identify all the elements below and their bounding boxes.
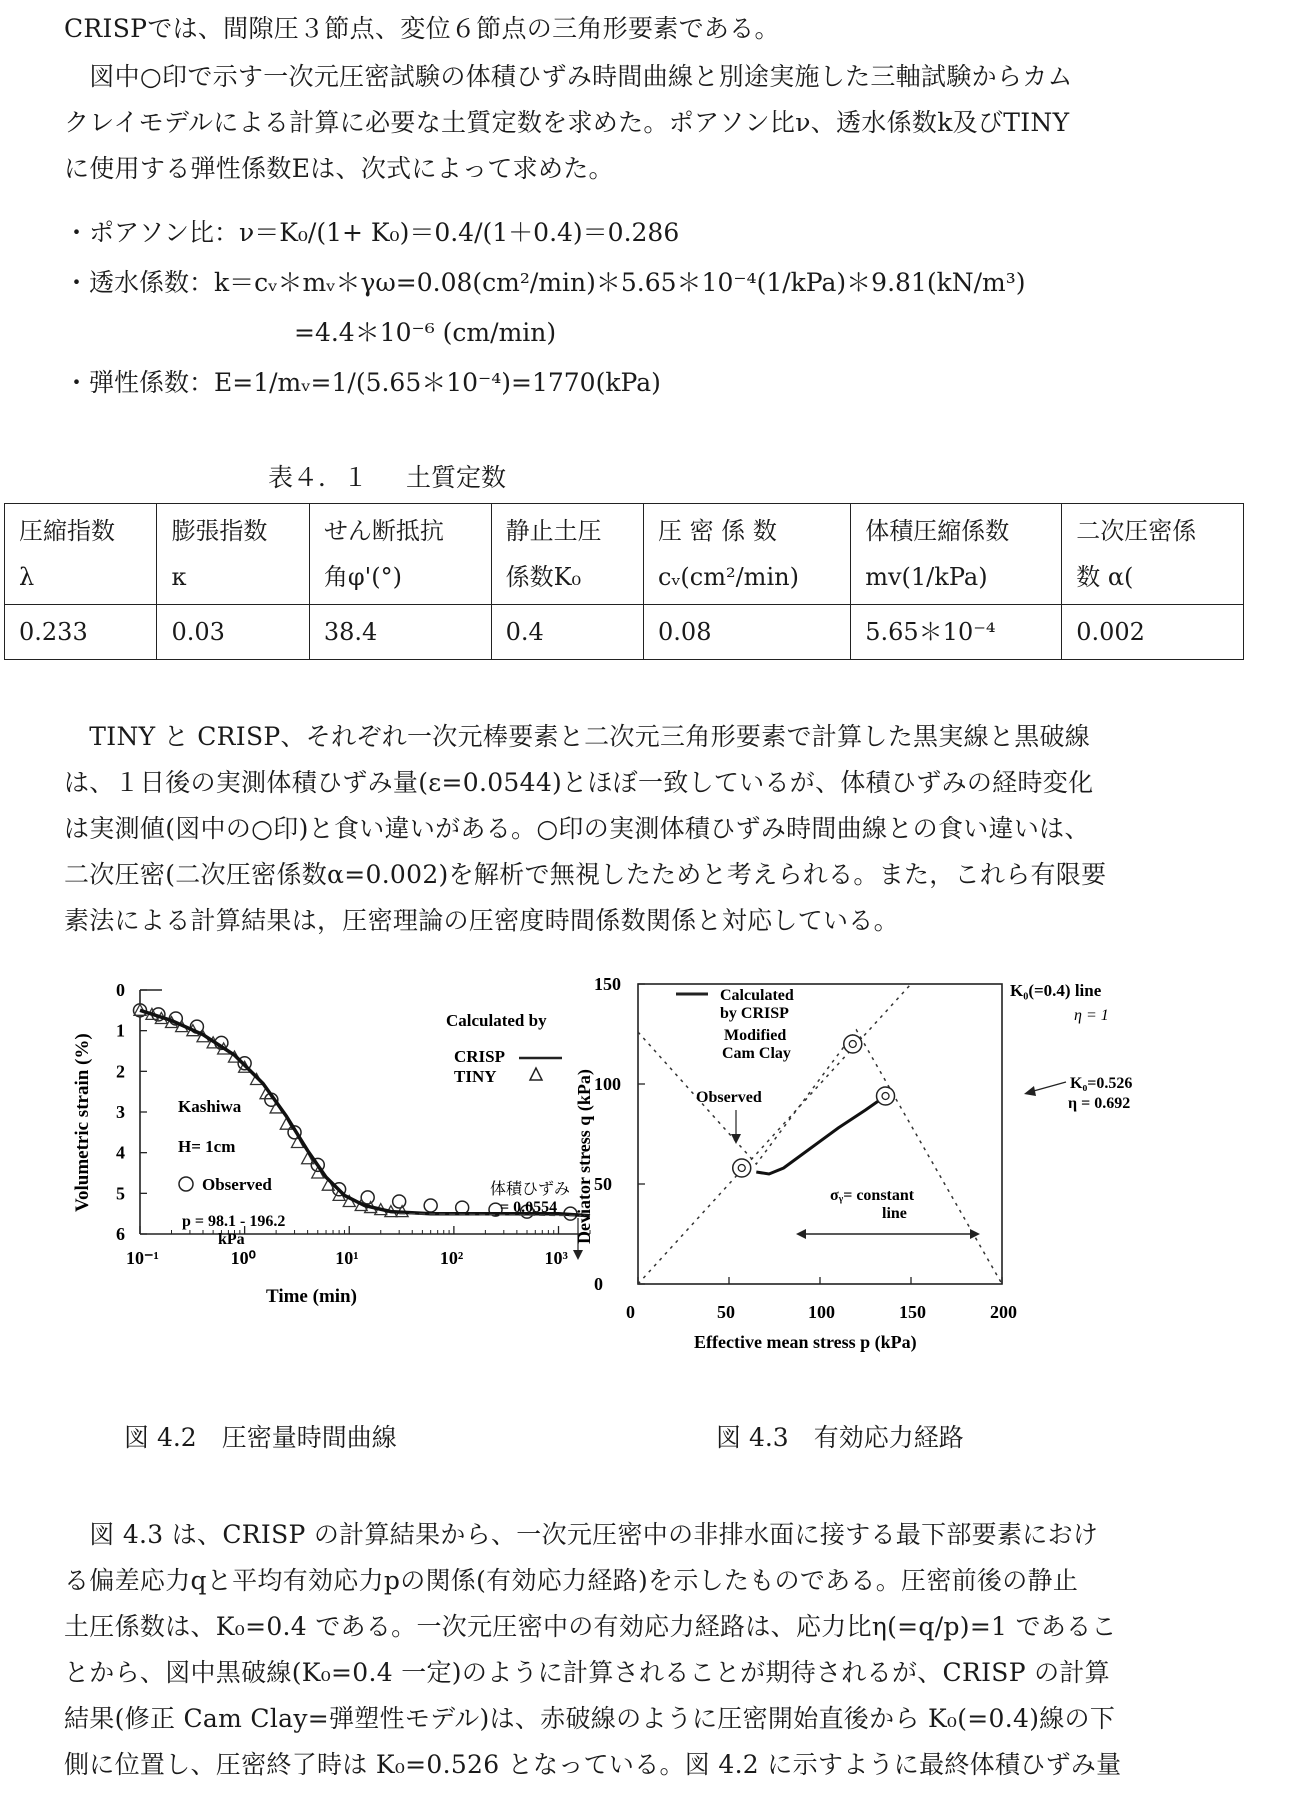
f42-point-observed	[393, 1195, 406, 1208]
f42-y-tick-label: 5	[116, 1183, 125, 1204]
f42-x-tick-label: 10⁻¹	[126, 1248, 159, 1268]
f42-legend-crisp: CRISP	[454, 1047, 506, 1066]
f43-plot-frame	[638, 984, 1002, 1284]
f42-y-tick-label: 6	[116, 1224, 125, 1244]
f43-y-tick-label: 0	[594, 1274, 603, 1294]
equation-elastic-modulus: ・弾性係数：E=1/mᵥ=1/(5.65＊10⁻⁴)=1770(kPa)	[64, 368, 661, 397]
table-header: 圧 密 係 数 cᵥ(cm²/min)	[644, 504, 851, 605]
f43-y-tick-label: 50	[594, 1174, 612, 1194]
f43-x-tick-label: 200	[990, 1302, 1017, 1322]
table-cell: 38.4	[309, 605, 491, 660]
f43-k0-526-arrow	[1030, 1082, 1066, 1092]
f43-k0-526-eta: η = 0.692	[1068, 1095, 1131, 1112]
intro-line: CRISPでは、間隙圧３節点、変位６節点の三角形要素である。	[64, 14, 780, 43]
table-header: 圧縮指数 λ	[5, 504, 157, 605]
f42-x-tick-label: 10²	[439, 1248, 464, 1268]
f43-k0-526-label: K₀=0.526	[1070, 1075, 1133, 1092]
f42-observed-legend-marker	[179, 1177, 193, 1191]
f42-x-axis-label: Time (min)	[266, 1286, 357, 1307]
table-header: 二次圧密係 数 α(	[1062, 504, 1244, 605]
f42-legend-tiny-marker	[530, 1068, 542, 1080]
equation-poisson: ・ポアソン比：ν＝K₀/(1+ K₀)＝0.4/(1＋0.4)＝0.286	[64, 218, 680, 247]
f43-x-tick-label: 50	[717, 1302, 735, 1322]
f43-x-tick-label: 150	[899, 1302, 926, 1322]
f43-y-tick-label: 150	[594, 974, 621, 994]
f43-y-axis-label: Deviator stress q (kPa)	[574, 1069, 594, 1244]
paragraph-3: 図 4.3 は、CRISP の計算結果から、一次元圧密中の非排水面に接する最下部要素におけ る偏差応力qと平均有効応力pの関係(有効応力経路)を示したものである。圧密前後の静止 土圧係数は、K₀=0.4 である。一次元圧密中の有効応力経路は、応力比η(=q/p)=1 であるこ とから、図中黒破線(K₀=0.4 一定)のように計算されることが期待されるが、CRISP の計算 結果(修正 Cam Clay=弾塑性モデル)は、赤破線のように圧密開始直後から K₀(=0.4)線の下 側に位置し、圧密終了時は K₀=0.526 となっている。図 4.2 に示すように最終体積ひずみ量	[64, 1520, 1122, 1779]
f42-y-axis-label: Volumetric strain (%)	[72, 1033, 93, 1212]
f43-x-tick-label: 100	[808, 1302, 835, 1322]
table-cell: 0.233	[5, 605, 157, 660]
f43-k0-line-label: K₀(=0.4) line	[1010, 981, 1102, 1000]
f42-y-tick-label: 4	[116, 1142, 125, 1163]
f43-y-tick-label: 100	[594, 1074, 621, 1094]
f43-legend-3: Modified	[724, 1027, 787, 1044]
table-header: 静止土圧 係数K₀	[491, 504, 643, 605]
f42-y-tick-label: 2	[116, 1061, 125, 1082]
f42-annotation-1: 体積ひずみ	[490, 1181, 571, 1198]
figure-4-2-consolidation-curve	[70, 972, 630, 1352]
f43-point-outer	[733, 1159, 751, 1177]
f42-label-observed: Observed	[202, 1175, 272, 1194]
f42-annotation-arrowhead	[573, 1250, 583, 1260]
f42-label-site: Kashiwa	[178, 1097, 242, 1116]
table-cell: 0.002	[1062, 605, 1244, 660]
f43-legend-4: Cam Clay	[722, 1045, 791, 1062]
paragraph-2: TINY と CRISP、それぞれ一次元棒要素と二次元三角形要素で計算した黒実線と黒破線 は、１日後の実測体積ひずみ量(ε=0.0544)とほぼ一致しているが、体積ひずみの経時変化 は実測値(図中の○印)と食い違いがある。○印の実測体積ひずみ時間曲線との食い違いは、 二次圧密(二次圧密係数α=0.002)を解析で無視したためと考えられる。また，これら有限要 素法による計算結果は，圧密理論の圧密度時間係数関係と対応している。	[64, 722, 1107, 935]
f42-point-observed	[424, 1199, 437, 1212]
table-cell: 0.08	[644, 605, 851, 660]
f43-k0-526-arrowhead	[1024, 1086, 1036, 1096]
f42-y-tick-label: 3	[116, 1102, 125, 1122]
table-cell: 0.03	[157, 605, 309, 660]
f43-series-crisp	[756, 1096, 885, 1174]
equation-permeability: ・透水係数：k＝cᵥ＊mᵥ＊γω=0.08(cm²/min)＊5.65＊10⁻⁴(1/kPa)＊9.81(kN/m³)	[64, 268, 1026, 297]
f43-x-axis-label: Effective mean stress p (kPa)	[694, 1332, 917, 1352]
f42-x-tick-label: 10⁰	[230, 1248, 256, 1268]
f43-point-outer	[844, 1035, 862, 1053]
f43-point-outer	[877, 1087, 895, 1105]
f43-observed-label: Observed	[696, 1089, 762, 1106]
f43-sigma-arrowhead-right	[970, 1229, 980, 1239]
table-cell: 5.65＊10⁻⁴	[851, 605, 1062, 660]
figure-4-3-caption: 図 4.3 有効応力経路	[716, 1423, 964, 1452]
f42-legend-tiny: TINY	[454, 1067, 497, 1086]
f43-x-tick-label: 0	[626, 1302, 635, 1322]
equation-list	[64, 208, 1244, 408]
f42-x-tick-label: 10³	[544, 1248, 568, 1268]
f43-marks	[638, 984, 1002, 1284]
table-cell: 0.4	[491, 605, 643, 660]
f42-y-tick-label: 1	[116, 1020, 125, 1041]
table-caption: 表４．１ 土質定数	[268, 463, 506, 492]
f42-label-p-unit: kPa	[218, 1231, 245, 1248]
f42-label-h: H= 1cm	[178, 1137, 236, 1156]
f43-k0-eta-label: η = 1	[1074, 1007, 1109, 1024]
f42-label-p: p = 98.1 - 196.2	[182, 1213, 286, 1230]
f43-legend-2: by CRISP	[720, 1005, 789, 1022]
f43-legend-1: Calculated	[720, 987, 794, 1004]
soil-properties-table	[4, 503, 1244, 660]
table-header: 体積圧縮係数 mv(1/kPa)	[851, 504, 1062, 605]
f42-annotation-2: = 0.0554	[500, 1199, 558, 1216]
f43-axes	[574, 974, 1017, 1353]
f42-legend-title: Calculated by	[446, 1011, 547, 1030]
paragraph-1: 図中○印で示す一次元圧密試験の体積ひずみ時間曲線と別途実施した三軸試験からカム クレイモデルによる計算に必要な土質定数を求めた。ポアソン比ν、透水係数k及びTINY に使用する弾性係数Eは、次式によって求めた。	[64, 62, 1073, 183]
f43-observed-arrowhead	[731, 1134, 741, 1144]
table-header: せん断抵抗 角φ'(°)	[309, 504, 491, 605]
f43-sigma-label: σᵧ= constant	[830, 1187, 915, 1204]
f43-series-dashed	[638, 1030, 1002, 1284]
figure-4-3-stress-path	[574, 972, 1200, 1372]
table-row	[5, 605, 1244, 660]
table-header-row	[5, 504, 1244, 605]
f43-sigma-arrowhead-left	[796, 1229, 806, 1239]
f42-x-tick-label: 10¹	[335, 1248, 359, 1268]
f43-sigma-label-2: line	[882, 1205, 907, 1222]
table-header: 膨張指数 κ	[157, 504, 309, 605]
figure-4-2-caption: 図 4.2 圧密量時間曲線	[124, 1423, 397, 1452]
f42-y-tick-label: 0	[116, 980, 125, 1000]
equation-permeability-result: =4.4＊10⁻⁶ (cm/min)	[294, 318, 557, 347]
